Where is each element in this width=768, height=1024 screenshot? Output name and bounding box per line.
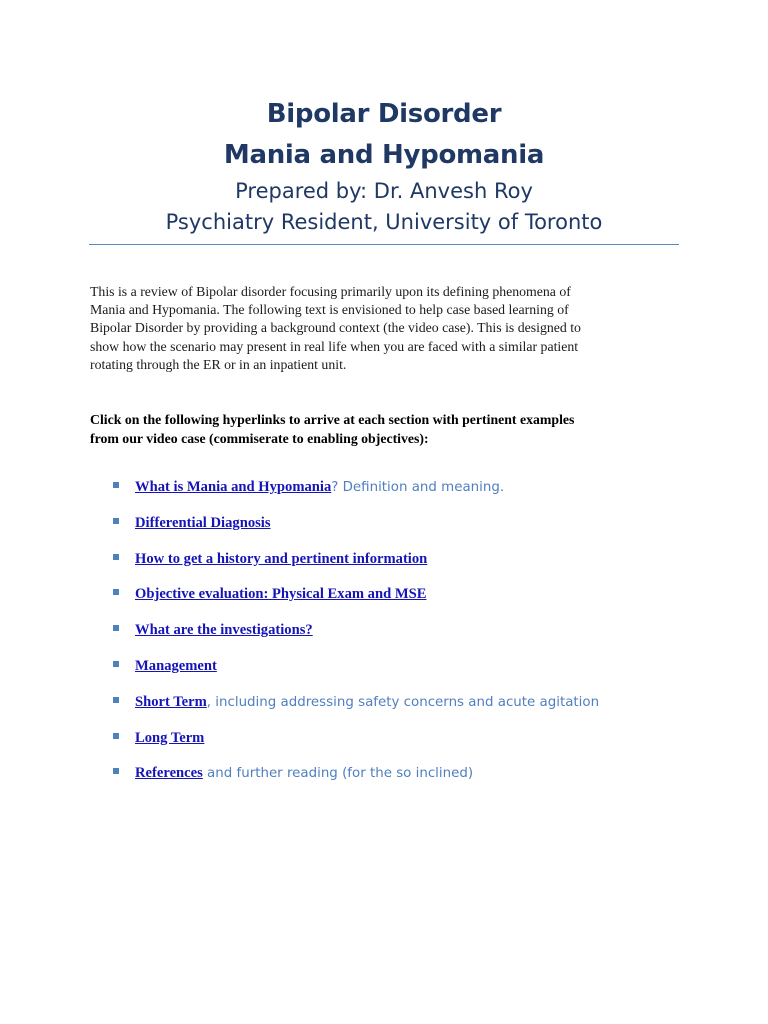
square-bullet-icon bbox=[113, 589, 119, 595]
link-note: and further reading (for the so inclined) bbox=[202, 766, 474, 782]
intro-line: Mania and Hypomania. The following text is envisioned to help case based learning of bbox=[90, 302, 569, 318]
square-bullet-icon bbox=[113, 482, 119, 488]
intro-line: This is a review of Bipolar disorder focusing primarily upon its defining phenomena of bbox=[90, 284, 571, 299]
author-line: Prepared by: Dr. Anvesh Roy bbox=[235, 179, 533, 203]
list-item bbox=[110, 693, 730, 729]
link-long-term[interactable]: Long Term bbox=[135, 729, 205, 746]
list-item bbox=[110, 478, 730, 514]
square-bullet-icon bbox=[113, 768, 119, 774]
link-note: , including addressing safety concerns and acute agitation bbox=[206, 694, 600, 710]
list-item bbox=[110, 585, 730, 621]
square-bullet-icon bbox=[113, 518, 119, 524]
intro-line: rotating through the ER or in an inpatient unit. bbox=[90, 356, 347, 372]
list-item bbox=[110, 621, 730, 657]
intro-paragraph bbox=[90, 283, 670, 374]
square-bullet-icon bbox=[113, 733, 119, 739]
title-divider bbox=[89, 244, 679, 245]
affiliation-line: Psychiatry Resident, University of Toronto bbox=[165, 210, 603, 234]
link-history[interactable]: How to get a history and pertinent information bbox=[135, 550, 428, 567]
instruction-line: from our video case (commiserate to enabling objectives): bbox=[90, 431, 429, 446]
instruction-paragraph bbox=[90, 410, 680, 448]
link-objective-evaluation[interactable]: Objective evaluation: Physical Exam and MSE bbox=[135, 586, 427, 603]
link-management[interactable]: Management bbox=[135, 657, 217, 674]
link-differential-diagnosis[interactable]: Differential Diagnosis bbox=[135, 514, 271, 531]
square-bullet-icon bbox=[113, 661, 119, 667]
intro-line: Bipolar Disorder by providing a background context (the video case). This is designed to bbox=[90, 320, 581, 336]
link-references[interactable]: References bbox=[135, 765, 203, 782]
list-item bbox=[110, 764, 730, 800]
document-title: Bipolar Disorder bbox=[266, 99, 502, 129]
list-item bbox=[110, 729, 730, 765]
link-note: ? Definition and meaning. bbox=[331, 480, 505, 495]
list-item bbox=[110, 550, 730, 586]
title-block bbox=[0, 94, 768, 238]
link-investigations[interactable]: What are the investigations? bbox=[135, 622, 313, 639]
intro-line: show how the scenario may present in real life when you are faced with a similar patient bbox=[90, 338, 579, 354]
link-what-is-mania[interactable]: What is Mania and Hypomania bbox=[135, 479, 332, 495]
document-subtitle: Mania and Hypomania bbox=[223, 140, 545, 170]
square-bullet-icon bbox=[113, 697, 119, 703]
section-links-list bbox=[110, 478, 730, 800]
list-item bbox=[110, 657, 730, 693]
square-bullet-icon bbox=[113, 625, 119, 631]
link-short-term[interactable]: Short Term bbox=[135, 693, 207, 710]
list-item bbox=[110, 514, 730, 550]
instruction-line: Click on the following hyperlinks to arrive at each section with pertinent examples bbox=[90, 412, 575, 427]
square-bullet-icon bbox=[113, 554, 119, 560]
